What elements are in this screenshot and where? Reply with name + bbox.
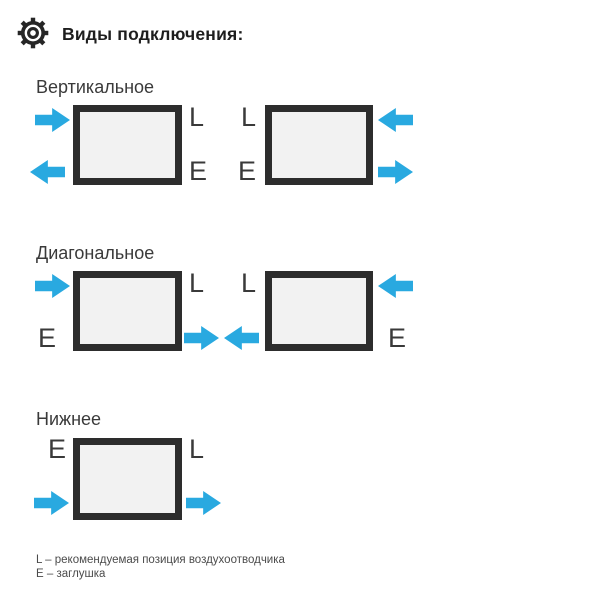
outlet-arrow-icon — [186, 491, 221, 515]
port-label-l: L — [189, 268, 205, 298]
radiator-box — [73, 271, 182, 351]
inlet-arrow-icon — [378, 108, 413, 132]
gear-icon — [16, 15, 50, 51]
outlet-arrow-icon — [378, 160, 413, 184]
outlet-arrow-icon — [224, 326, 259, 350]
outlet-arrow-icon — [184, 326, 219, 350]
section-title-diagonal: Диагональное — [36, 243, 155, 263]
port-label-l: L — [189, 434, 205, 464]
inlet-arrow-icon — [35, 274, 70, 298]
inlet-arrow-icon — [34, 491, 69, 515]
port-label-l: L — [240, 102, 256, 132]
section-title-vertical: Вертикальное — [36, 77, 155, 97]
port-label-e: E — [38, 323, 57, 353]
legend-line-l: L – рекомендуемая позиция воздухоотводчика — [36, 554, 285, 566]
port-label-e: E — [189, 156, 208, 186]
port-label-l: L — [240, 268, 256, 298]
section-title-bottom: Нижнее — [36, 409, 102, 429]
legend-line-e: E – заглушка — [36, 568, 106, 580]
port-label-e: E — [388, 323, 407, 353]
radiator-box — [265, 271, 373, 351]
port-label-e: E — [237, 156, 256, 186]
inlet-arrow-icon — [378, 274, 413, 298]
radiator-box — [265, 105, 373, 185]
radiator-box — [73, 438, 182, 520]
outlet-arrow-icon — [30, 160, 65, 184]
port-label-e: E — [47, 434, 66, 464]
inlet-arrow-icon — [35, 108, 70, 132]
port-label-l: L — [189, 102, 205, 132]
radiator-box — [73, 105, 182, 185]
page-title: Виды подключения: — [62, 24, 244, 44]
